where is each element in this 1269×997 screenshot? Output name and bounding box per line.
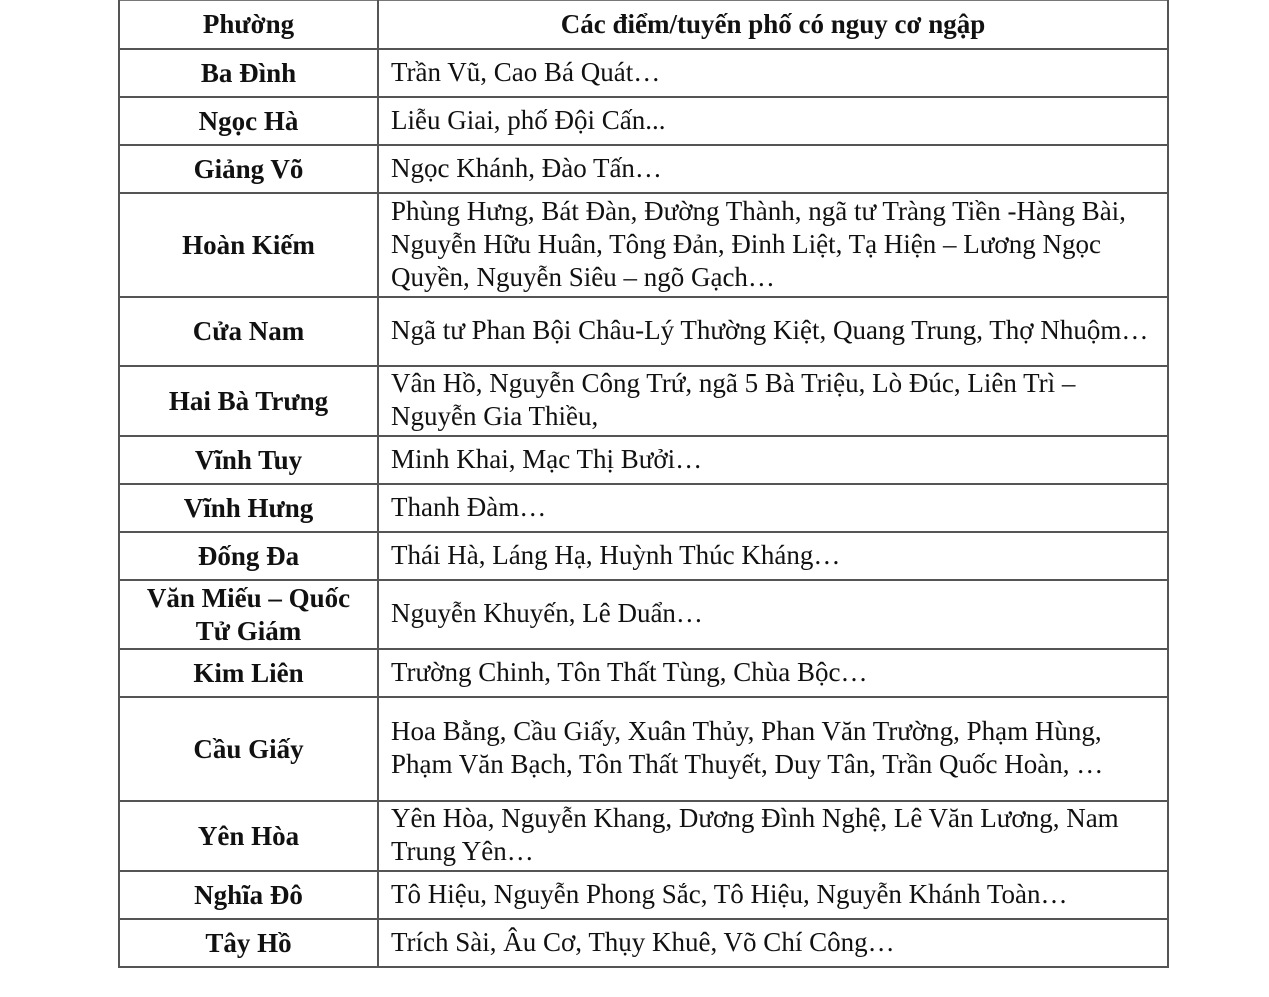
ward-name: Yên Hòa <box>119 801 378 871</box>
flood-streets: Ngã tư Phan Bội Châu-Lý Thường Kiệt, Quang Trung, Thợ Nhuộm… <box>378 297 1168 366</box>
flood-streets: Tô Hiệu, Nguyễn Phong Sắc, Tô Hiệu, Nguyễn Khánh Toàn… <box>378 871 1168 919</box>
ward-name: Đống Đa <box>119 532 378 580</box>
table-row <box>119 484 1168 532</box>
table-row <box>119 532 1168 580</box>
table-row <box>119 145 1168 193</box>
flood-streets: Phùng Hưng, Bát Đàn, Đường Thành, ngã tư Tràng Tiền -Hàng Bài, Nguyễn Hữu Huân, Tông Đản, Đinh Liệt, Tạ Hiện – Lương Ngọc Quyền, Nguyễn Siêu – ngõ Gạch… <box>378 193 1168 297</box>
ward-name: Hoàn Kiếm <box>119 193 378 297</box>
ward-name: Vĩnh Hưng <box>119 484 378 532</box>
flood-streets: Nguyễn Khuyến, Lê Duẩn… <box>378 580 1168 649</box>
flood-streets: Trường Chinh, Tôn Thất Tùng, Chùa Bộc… <box>378 649 1168 697</box>
ward-name: Kim Liên <box>119 649 378 697</box>
ward-name: Nghĩa Đô <box>119 871 378 919</box>
flood-streets: Vân Hồ, Nguyễn Công Trứ, ngã 5 Bà Triệu, Lò Đúc, Liên Trì – Nguyễn Gia Thiều, <box>378 366 1168 436</box>
flood-streets: Hoa Bằng, Cầu Giấy, Xuân Thủy, Phan Văn Trường, Phạm Hùng, Phạm Văn Bạch, Tôn Thất Thuyết, Duy Tân, Trần Quốc Hoàn, … <box>378 697 1168 801</box>
flood-streets: Ngọc Khánh, Đào Tấn… <box>378 145 1168 193</box>
table-row <box>119 871 1168 919</box>
ward-name: Giảng Võ <box>119 145 378 193</box>
header-streets: Các điểm/tuyến phố có nguy cơ ngập <box>378 1 1168 50</box>
table-row <box>119 580 1168 649</box>
table-row <box>119 697 1168 801</box>
flood-streets: Thái Hà, Láng Hạ, Huỳnh Thúc Kháng… <box>378 532 1168 580</box>
table-row <box>119 366 1168 436</box>
table-row <box>119 297 1168 366</box>
ward-name: Văn Miếu – Quốc Tử Giám <box>119 580 378 649</box>
table-row <box>119 193 1168 297</box>
flood-streets: Minh Khai, Mạc Thị Bưởi… <box>378 436 1168 484</box>
ward-name: Ba Đình <box>119 49 378 97</box>
flood-streets: Liễu Giai, phố Đội Cấn... <box>378 97 1168 145</box>
ward-name: Ngọc Hà <box>119 97 378 145</box>
ward-name: Hai Bà Trưng <box>119 366 378 436</box>
table-body <box>119 49 1168 967</box>
ward-name: Cầu Giấy <box>119 697 378 801</box>
flood-streets: Trần Vũ, Cao Bá Quát… <box>378 49 1168 97</box>
table-row <box>119 801 1168 871</box>
ward-name: Vĩnh Tuy <box>119 436 378 484</box>
ward-name: Cửa Nam <box>119 297 378 366</box>
header-row <box>119 1 1168 50</box>
flood-risk-table <box>118 0 1169 968</box>
table-row <box>119 97 1168 145</box>
table-header <box>119 1 1168 50</box>
flood-streets: Yên Hòa, Nguyễn Khang, Dương Đình Nghệ, Lê Văn Lương, Nam Trung Yên… <box>378 801 1168 871</box>
table-row <box>119 919 1168 967</box>
flood-streets: Trích Sài, Âu Cơ, Thụy Khuê, Võ Chí Công… <box>378 919 1168 967</box>
flood-streets: Thanh Đàm… <box>378 484 1168 532</box>
ward-name: Tây Hồ <box>119 919 378 967</box>
header-ward: Phường <box>119 1 378 50</box>
table-row <box>119 436 1168 484</box>
table-row <box>119 649 1168 697</box>
table-row <box>119 49 1168 97</box>
